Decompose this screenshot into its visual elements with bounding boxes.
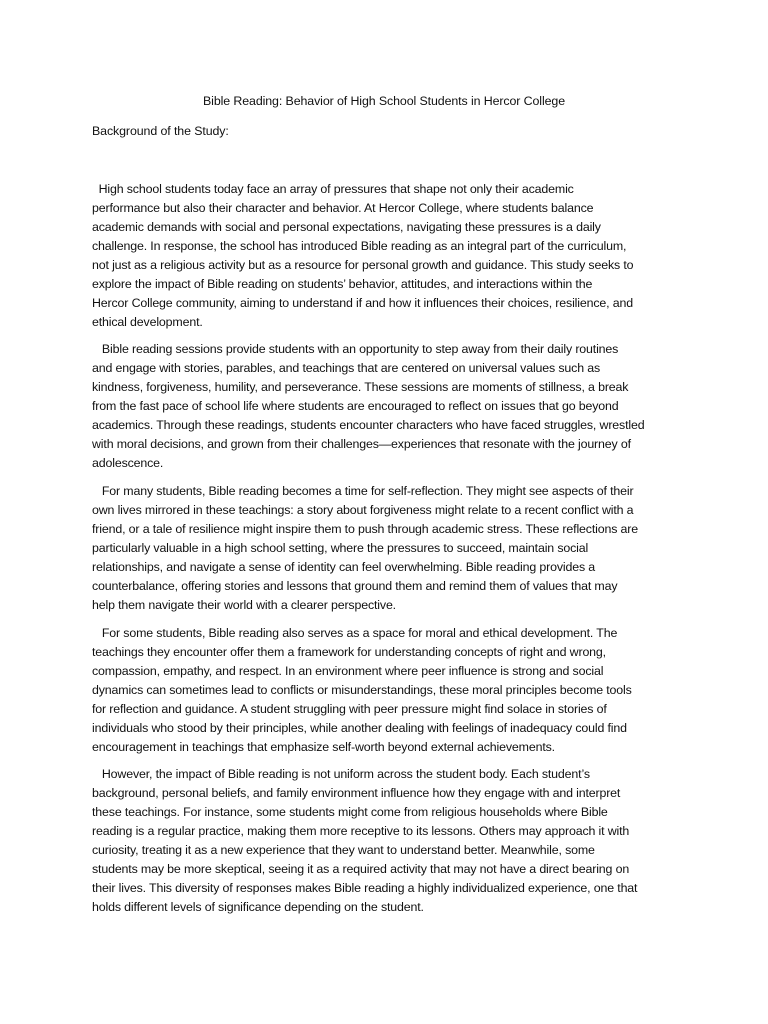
text-line: individuals who stood by their principles, while another dealing with feelings of inadequacy could find [92,721,627,735]
paragraph-1 [92,180,680,332]
text-line: background, personal beliefs, and family environment influence how they engage with and interpret [92,786,621,800]
text-line: teachings they encounter offer them a framework for understanding concepts of right and wrong, [92,645,606,659]
text-line: challenge. In response, the school has introduced Bible reading as an integral part of the curriculum, [92,239,627,253]
text-line: relationships, and navigate a sense of identity can feel overwhelming. Bible reading provides a [92,560,596,574]
text-line: explore the impact of Bible reading on students’ behavior, attitudes, and interactions within the [92,277,593,291]
paragraph-4 [92,624,680,757]
text-line: own lives mirrored in these teachings: a story about forgiveness might relate to a recent conflict with a [92,503,634,517]
paragraph-2 [92,340,680,473]
text-line: particularly valuable in a high school setting, where the pressures to succeed, maintain social [92,541,589,555]
text-line: for reflection and guidance. A student struggling with peer pressure might find solace in stories of [92,702,607,716]
document-title: Bible Reading: Behavior of High School Students in Hercor College [203,94,565,108]
text-line: not just as a religious activity but as a resource for personal growth and guidance. This study seeks to [92,258,634,272]
text-line: with moral decisions, and grown from their challenges—experiences that resonate with the journey of [92,437,631,451]
text-line: dynamics can sometimes lead to conflicts or misunderstandings, these moral principles become tools [92,683,632,697]
text-line: However, the impact of Bible reading is not uniform across the student body. Each student’s [92,767,590,781]
text-line: these teachings. For instance, some students might come from religious households where Bible [92,805,608,819]
text-line: encouragement in teachings that emphasize self-worth beyond external achievements. [92,740,555,754]
text-line: their lives. This diversity of responses makes Bible reading a highly individualized experience, one that [92,881,638,895]
text-line: holds different levels of significance depending on the student. [92,900,424,914]
text-line: High school students today face an array of pressures that shape not only their academic [92,182,574,196]
text-line: Hercor College community, aiming to understand if and how it influences their choices, resilience, and [92,296,633,310]
text-line: reading is a regular practice, making them more receptive to its lessons. Others may approach it with [92,824,630,838]
text-line: Bible reading sessions provide students with an opportunity to step away from their daily routines [92,342,619,356]
text-line: friend, or a tale of resilience might inspire them to push through academic stress. These reflections are [92,522,639,536]
text-line: compassion, empathy, and respect. In an environment where peer influence is strong and social [92,664,604,678]
text-line: For many students, Bible reading becomes a time for self-reflection. They might see aspects of their [92,484,634,498]
text-line: performance but also their character and behavior. At Hercor College, where students balance [92,201,594,215]
text-line: kindness, forgiveness, humility, and perseverance. These sessions are moments of stillness, a break [92,380,629,394]
text-line: academics. Through these readings, students encounter characters who have faced struggles, wrestled [92,418,645,432]
text-line: For some students, Bible reading also serves as a space for moral and ethical development. The [92,626,618,640]
text-line: and engage with stories, parables, and teachings that are centered on universal values such as [92,361,601,375]
text-line: adolescence. [92,456,164,470]
text-line: counterbalance, offering stories and lessons that ground them and remind them of values that may [92,579,618,593]
text-line: academic demands with social and personal expectations, navigating these pressures is a daily [92,220,601,234]
text-line: from the fast pace of school life where students are encouraged to reflect on issues that go beyond [92,399,619,413]
paragraph-3 [92,482,680,615]
text-line: ethical development. [92,315,203,329]
paragraph-5 [92,765,680,917]
section-heading: Background of the Study: [92,124,229,138]
text-line: students may be more skeptical, seeing it as a required activity that may not have a direct bearing on [92,862,630,876]
text-line: help them navigate their world with a clearer perspective. [92,598,396,612]
text-line: curiosity, treating it as a new experience that they want to understand better. Meanwhile, some [92,843,595,857]
